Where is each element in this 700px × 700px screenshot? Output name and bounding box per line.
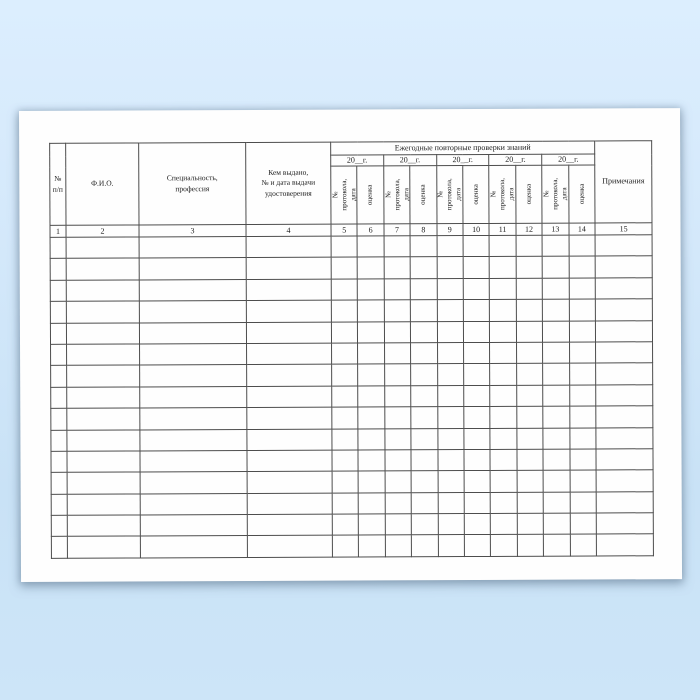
empty-cell (140, 429, 247, 451)
knowledge-review-log-table (49, 140, 654, 558)
empty-cell (517, 535, 543, 557)
empty-cell (51, 515, 67, 536)
empty-cell (542, 235, 568, 257)
empty-cell (51, 473, 67, 494)
empty-cell (516, 321, 542, 343)
empty-cell (67, 408, 140, 430)
empty-cell (332, 429, 358, 451)
empty-cell (410, 278, 436, 300)
empty-cell (490, 406, 516, 428)
col-header-protocol-date-2 (384, 166, 411, 224)
empty-data-row (51, 470, 653, 494)
col-header-specialty: Специальность, профессия (139, 143, 246, 225)
empty-cell (570, 470, 597, 492)
empty-cell (490, 300, 516, 322)
empty-cell (543, 428, 569, 450)
column-number: 5 (331, 224, 357, 236)
empty-cell (67, 451, 140, 473)
empty-cell (464, 471, 490, 493)
empty-cell (67, 515, 140, 537)
empty-cell (384, 279, 410, 301)
empty-cell (438, 471, 464, 493)
empty-cell (332, 493, 358, 515)
empty-cell (384, 343, 410, 365)
column-number: 9 (437, 224, 463, 236)
column-number: 15 (595, 223, 652, 235)
empty-cell (411, 492, 437, 514)
col-header-score-2 (410, 166, 437, 224)
empty-cell (67, 536, 140, 558)
empty-cell (543, 342, 569, 364)
empty-cell (331, 300, 357, 322)
empty-cell (67, 387, 140, 409)
empty-cell (139, 301, 246, 323)
empty-cell (139, 322, 246, 344)
empty-cell (543, 449, 569, 471)
empty-cell (437, 257, 463, 279)
empty-cell (246, 322, 331, 344)
empty-cell (358, 471, 384, 493)
empty-cell (437, 364, 463, 386)
empty-cell (464, 492, 490, 514)
empty-cell (543, 321, 569, 343)
empty-cell (569, 406, 596, 428)
col-header-protocol-date-5 (542, 165, 569, 223)
empty-cell (595, 256, 652, 278)
empty-cell (139, 258, 246, 280)
empty-cell (385, 471, 411, 493)
annual-checks-banner: Ежегодные повторные проверки знаний (331, 141, 595, 155)
empty-cell (463, 300, 489, 322)
empty-cell (569, 235, 596, 257)
empty-cell (358, 407, 384, 429)
empty-cell (67, 429, 140, 451)
empty-cell (517, 492, 543, 514)
empty-data-row (51, 427, 653, 451)
column-number: 1 (50, 225, 66, 237)
empty-cell (437, 300, 463, 322)
empty-data-row (51, 406, 653, 430)
empty-cell (569, 385, 596, 407)
empty-cell (411, 514, 437, 536)
protocol-date-label: № протокола, дата (542, 178, 568, 211)
empty-cell (489, 257, 515, 279)
col-header-score-5 (568, 165, 595, 223)
empty-cell (438, 492, 464, 514)
empty-cell (543, 492, 569, 514)
empty-cell (596, 534, 653, 556)
empty-cell (384, 364, 410, 386)
empty-cell (517, 449, 543, 471)
empty-cell (543, 535, 569, 557)
empty-cell (359, 514, 385, 536)
empty-cell (516, 299, 542, 321)
year-cell-1: 20__г. (331, 155, 384, 166)
empty-cell (596, 491, 653, 513)
empty-cell (569, 278, 596, 300)
empty-cell (51, 451, 67, 472)
empty-cell (516, 257, 542, 279)
col-header-score-3 (463, 165, 490, 223)
score-label: оценка (471, 184, 480, 205)
empty-cell (247, 471, 332, 493)
empty-data-row (50, 278, 652, 302)
empty-cell (140, 343, 247, 365)
empty-cell (490, 364, 516, 386)
protocol-date-label: № протокола, дата (436, 178, 463, 211)
empty-data-row (51, 449, 653, 473)
empty-cell (543, 363, 569, 385)
empty-cell (516, 278, 542, 300)
empty-cell (437, 236, 463, 258)
empty-cell (491, 535, 517, 557)
empty-cell (66, 237, 139, 259)
empty-cell (464, 449, 490, 471)
empty-cell (516, 235, 542, 257)
empty-cell (247, 429, 332, 451)
empty-cell (358, 279, 384, 301)
empty-cell (411, 321, 437, 343)
score-label: оценка (418, 184, 427, 206)
year-cell-2: 20__г. (383, 155, 436, 166)
empty-cell (140, 472, 247, 494)
empty-cell (247, 364, 332, 386)
empty-cell (139, 279, 246, 301)
empty-cell (569, 363, 596, 385)
year-cell-4: 20__г. (489, 154, 542, 165)
protocol-date-label: № протокола, дата (489, 178, 515, 211)
empty-cell (464, 364, 490, 386)
empty-cell (140, 408, 247, 430)
empty-cell (411, 471, 437, 493)
protocol-date-label: № протокола, дата (383, 178, 410, 211)
empty-cell (491, 513, 517, 535)
empty-cell (50, 280, 66, 301)
empty-cell (67, 472, 140, 494)
empty-cell (51, 537, 67, 558)
column-number: 4 (246, 224, 331, 236)
empty-cell (517, 428, 543, 450)
empty-cell (595, 320, 652, 342)
empty-cell (358, 321, 384, 343)
year-cell-3: 20__г. (436, 154, 489, 165)
column-number: 7 (384, 224, 410, 236)
empty-cell (437, 278, 463, 300)
col-header-protocol-date-4 (489, 165, 516, 223)
empty-cell (596, 342, 653, 364)
empty-cell (410, 257, 436, 279)
empty-cell (140, 536, 247, 558)
empty-cell (50, 323, 66, 344)
score-label: оценка (524, 184, 533, 205)
empty-cell (358, 386, 384, 408)
empty-cell (358, 450, 384, 472)
empty-cell (358, 343, 384, 365)
empty-cell (332, 407, 358, 429)
empty-cell (51, 344, 67, 365)
empty-cell (516, 364, 542, 386)
empty-cell (543, 385, 569, 407)
empty-cell (66, 258, 139, 280)
empty-cell (570, 492, 597, 514)
empty-cell (384, 386, 410, 408)
empty-cell (517, 406, 543, 428)
empty-cell (490, 278, 516, 300)
empty-cell (410, 236, 436, 258)
empty-cell (51, 387, 67, 408)
empty-cell (542, 278, 568, 300)
col-header-protocol-date-3 (436, 166, 463, 224)
empty-cell (331, 257, 357, 279)
empty-cell (358, 364, 384, 386)
empty-cell (67, 494, 140, 516)
empty-cell (464, 428, 490, 450)
empty-cell (490, 449, 516, 471)
empty-cell (331, 279, 357, 301)
empty-cell (438, 449, 464, 471)
column-number: 3 (139, 225, 246, 237)
empty-cell (140, 365, 247, 387)
empty-cell (438, 535, 464, 557)
empty-cell (570, 534, 597, 556)
empty-cell (67, 344, 140, 366)
empty-cell (50, 301, 66, 322)
empty-cell (596, 449, 653, 471)
empty-cell (332, 535, 358, 557)
empty-cell (332, 364, 358, 386)
empty-cell (464, 514, 490, 536)
empty-cell (516, 385, 542, 407)
empty-cell (490, 385, 516, 407)
column-number: 13 (542, 223, 568, 235)
empty-cell (247, 536, 332, 558)
year-cell-5: 20__г. (542, 154, 595, 165)
empty-cell (385, 428, 411, 450)
empty-cell (51, 366, 67, 387)
empty-data-row (50, 235, 652, 259)
empty-cell (140, 386, 247, 408)
empty-cell (247, 450, 332, 472)
empty-cell (517, 471, 543, 493)
empty-data-row (51, 384, 653, 408)
empty-cell (66, 323, 139, 345)
empty-cell (489, 235, 515, 257)
table-header (50, 141, 652, 238)
empty-cell (247, 407, 332, 429)
empty-cell (569, 321, 596, 343)
empty-cell (569, 428, 596, 450)
empty-cell (490, 342, 516, 364)
column-number: 11 (489, 223, 515, 235)
empty-cell (246, 279, 331, 301)
empty-cell (247, 514, 332, 536)
empty-cell (595, 235, 652, 257)
empty-data-row (50, 256, 652, 280)
empty-cell (411, 450, 437, 472)
empty-cell (463, 278, 489, 300)
empty-cell (332, 343, 358, 365)
empty-cell (464, 535, 490, 557)
empty-cell (51, 430, 67, 451)
col-header-fio: Ф.И.О. (66, 143, 139, 225)
table-body (50, 235, 653, 558)
empty-cell (569, 256, 596, 278)
empty-cell (463, 235, 489, 257)
empty-cell (438, 514, 464, 536)
empty-cell (464, 407, 490, 429)
empty-cell (332, 386, 358, 408)
empty-cell (596, 406, 653, 428)
empty-cell (359, 535, 385, 557)
empty-cell (411, 407, 437, 429)
empty-cell (247, 343, 332, 365)
empty-cell (437, 428, 463, 450)
col-header-score-4 (515, 165, 542, 223)
col-header-num: № п/п (50, 143, 66, 225)
empty-cell (595, 278, 652, 300)
empty-cell (385, 535, 411, 557)
empty-cell (570, 513, 597, 535)
empty-cell (596, 513, 653, 535)
empty-cell (140, 493, 247, 515)
empty-cell (464, 385, 490, 407)
column-number: 6 (357, 224, 383, 236)
empty-cell (247, 493, 332, 515)
empty-cell (437, 385, 463, 407)
empty-cell (385, 407, 411, 429)
empty-cell (139, 237, 246, 259)
empty-data-row (51, 534, 653, 558)
empty-cell (463, 257, 489, 279)
column-number: 2 (66, 225, 139, 237)
empty-cell (595, 299, 652, 321)
empty-cell (542, 256, 568, 278)
empty-cell (332, 450, 358, 472)
empty-cell (246, 300, 331, 322)
empty-cell (358, 300, 384, 322)
empty-cell (437, 407, 463, 429)
document-page (19, 108, 682, 582)
empty-cell (516, 342, 542, 364)
empty-cell (569, 449, 596, 471)
col-header-protocol-date-1 (331, 166, 358, 224)
empty-cell (411, 300, 437, 322)
empty-cell (596, 470, 653, 492)
empty-cell (50, 237, 66, 258)
empty-cell (384, 321, 410, 343)
empty-cell (437, 343, 463, 365)
empty-cell (50, 259, 66, 280)
empty-cell (596, 363, 653, 385)
empty-cell (596, 427, 653, 449)
empty-cell (332, 471, 358, 493)
empty-data-row (51, 342, 653, 366)
empty-cell (66, 280, 139, 302)
empty-cell (437, 321, 463, 343)
col-header-notes: Примечания (595, 141, 652, 223)
empty-cell (140, 515, 247, 537)
score-label: оценка (366, 184, 375, 206)
empty-cell (385, 514, 411, 536)
column-number: 14 (569, 223, 596, 235)
empty-cell (247, 386, 332, 408)
empty-data-row (50, 299, 652, 323)
empty-cell (463, 321, 489, 343)
empty-cell (358, 428, 384, 450)
empty-cell (490, 321, 516, 343)
empty-cell (463, 342, 489, 364)
col-header-issued-by: Кем выдано, № и дата выдачи удостоверения (246, 142, 331, 224)
empty-cell (569, 342, 596, 364)
empty-cell (51, 494, 67, 515)
empty-cell (569, 299, 596, 321)
empty-cell (385, 450, 411, 472)
empty-cell (331, 236, 357, 258)
empty-cell (66, 301, 139, 323)
column-number: 8 (410, 224, 436, 236)
empty-cell (246, 236, 331, 258)
empty-cell (490, 428, 516, 450)
col-header-score-1 (357, 166, 384, 224)
empty-data-row (50, 320, 652, 344)
empty-cell (542, 299, 568, 321)
empty-cell (543, 406, 569, 428)
empty-cell (359, 493, 385, 515)
empty-cell (517, 513, 543, 535)
protocol-date-label: № протокола, дата (330, 179, 357, 212)
empty-cell (543, 470, 569, 492)
empty-cell (385, 492, 411, 514)
empty-cell (51, 408, 67, 429)
empty-cell (384, 300, 410, 322)
empty-cell (411, 364, 437, 386)
empty-data-row (51, 513, 653, 537)
empty-cell (411, 385, 437, 407)
empty-cell (490, 471, 516, 493)
empty-cell (332, 514, 358, 536)
empty-cell (384, 236, 410, 258)
empty-cell (357, 236, 383, 258)
column-number: 10 (463, 223, 489, 235)
empty-data-row (51, 491, 653, 515)
empty-cell (412, 535, 438, 557)
empty-cell (543, 513, 569, 535)
score-label: оценка (577, 183, 586, 205)
column-number: 12 (516, 223, 542, 235)
empty-cell (411, 343, 437, 365)
empty-cell (491, 492, 517, 514)
empty-cell (67, 365, 140, 387)
empty-cell (384, 257, 410, 279)
empty-cell (411, 428, 437, 450)
empty-cell (246, 258, 331, 280)
empty-cell (140, 450, 247, 472)
empty-cell (596, 384, 653, 406)
empty-cell (331, 322, 357, 344)
empty-cell (358, 257, 384, 279)
empty-data-row (51, 363, 653, 387)
